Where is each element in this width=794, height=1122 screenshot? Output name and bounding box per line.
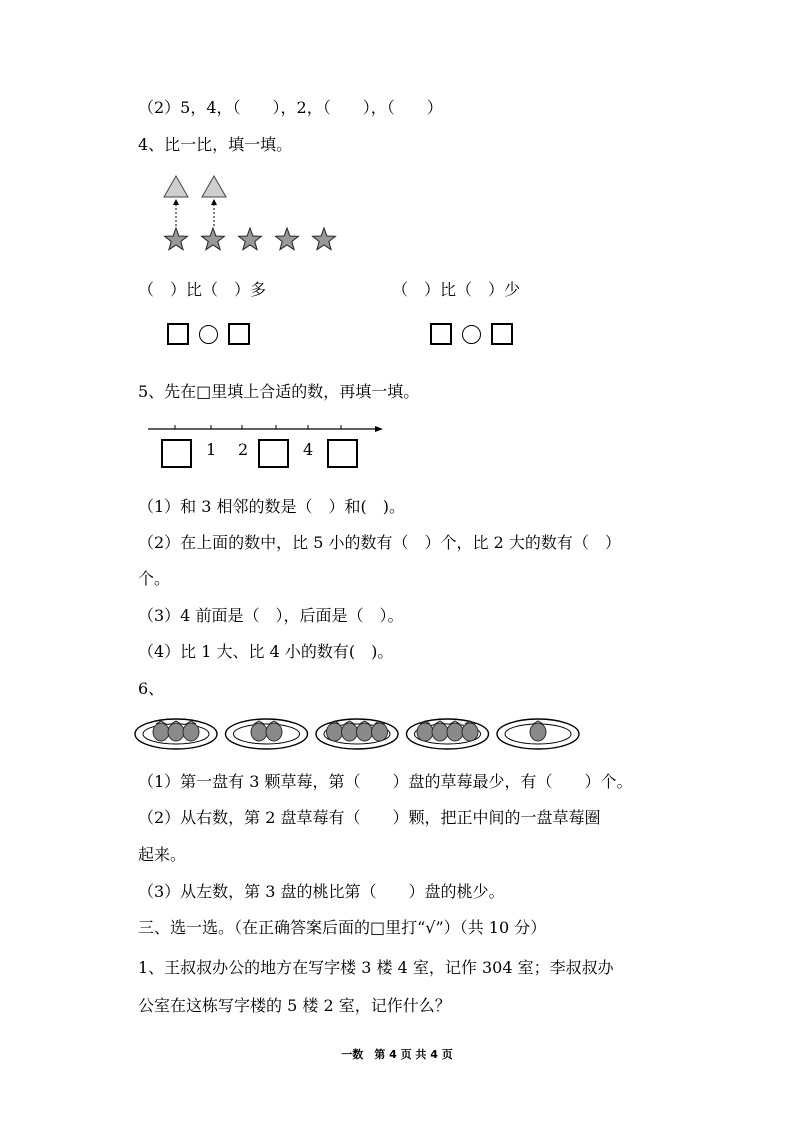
numberline-box[interactable] — [161, 439, 192, 468]
triangle-shape — [202, 176, 226, 197]
star-shape — [276, 228, 299, 250]
strawberry — [168, 723, 184, 741]
strawberry — [462, 723, 478, 741]
star-shape — [165, 228, 188, 250]
numberline-label: 4 — [303, 440, 314, 459]
question-6-part-1: （1）第一盘有 3 颗草莓，第（ ）盘的草莓最少，有（ ）个。 — [138, 772, 633, 791]
arrow-head — [211, 199, 217, 205]
section-3-title: 三、选一选。（在正确答案后面的□里打“√”）（共 10 分） — [138, 918, 547, 937]
strawberry — [153, 723, 169, 741]
star-shape — [313, 228, 336, 250]
numberline-box[interactable] — [258, 439, 289, 468]
question-5-part-3: （3）4 前面是（ ），后面是（ ）。 — [138, 606, 404, 625]
strawberry — [432, 723, 448, 741]
strawberry — [447, 723, 463, 741]
compare-less-sentence: （ ）比（ ）少 — [392, 280, 521, 299]
question-5-title: 5、先在□里填上合适的数，再填一填。 — [138, 382, 420, 401]
section-3-question-1-cont: 公室在这栋写字楼的 5 楼 2 室，记作什么？ — [138, 996, 451, 1015]
question-6-title: 6、 — [138, 679, 165, 698]
question-6-part-2: （2）从右数，第 2 盘草莓有（ ）颗，把正中间的一盘草莓圈 — [138, 808, 601, 827]
arrow-head — [173, 199, 179, 205]
answer-box[interactable] — [228, 323, 250, 345]
numberline-label: 1 — [206, 440, 217, 459]
plate — [497, 719, 579, 749]
plate — [226, 719, 308, 749]
compare-circle[interactable] — [462, 325, 481, 344]
strawberry — [327, 723, 343, 741]
answer-box[interactable] — [167, 323, 189, 345]
compare-circle[interactable] — [199, 325, 218, 344]
triangle-shape — [164, 176, 188, 197]
question-3-part-2: （2）5，4，（ ），2，（ ），（ ） — [138, 98, 443, 117]
answer-box[interactable] — [430, 323, 452, 345]
strawberry — [183, 723, 199, 741]
question-5-part-2-cont: 个。 — [138, 569, 171, 588]
number-line — [145, 420, 395, 440]
question-4-title: 4、比一比，填一填。 — [138, 135, 293, 154]
plate — [135, 719, 217, 749]
section-3-question-1: 1、王叔叔办公的地方在写字楼 3 楼 4 室，记作 304 室；李叔叔办 — [138, 958, 614, 977]
comparison-figure — [150, 170, 350, 260]
plate — [407, 719, 489, 749]
strawberry-plates — [134, 712, 594, 752]
question-5-part-1: （1）和 3 相邻的数是（ ）和( )。 — [138, 497, 406, 516]
strawberry — [372, 723, 388, 741]
star-shape — [239, 228, 262, 250]
question-6-part-3: （3）从左数，第 3 盘的桃比第（ ）盘的桃少。 — [138, 882, 505, 901]
question-6-part-2-cont: 起来。 — [138, 845, 187, 864]
star-shape — [202, 228, 225, 250]
strawberry — [357, 723, 373, 741]
strawberry — [251, 723, 267, 741]
answer-box[interactable] — [491, 323, 513, 345]
strawberry — [417, 723, 433, 741]
plate — [316, 719, 398, 749]
strawberry — [530, 723, 546, 741]
page-footer: 一数 第 4 页 共 4 页 — [341, 1048, 453, 1061]
compare-more-sentence: （ ）比（ ）多 — [138, 280, 267, 299]
question-5-part-4: （4）比 1 大、比 4 小的数有( )。 — [138, 642, 394, 661]
numberline-box[interactable] — [327, 439, 358, 468]
strawberry — [266, 723, 282, 741]
question-5-part-2: （2）在上面的数中，比 5 小的数有（ ）个，比 2 大的数有（ ） — [138, 533, 621, 552]
numberline-label: 2 — [238, 440, 249, 459]
strawberry — [342, 723, 358, 741]
